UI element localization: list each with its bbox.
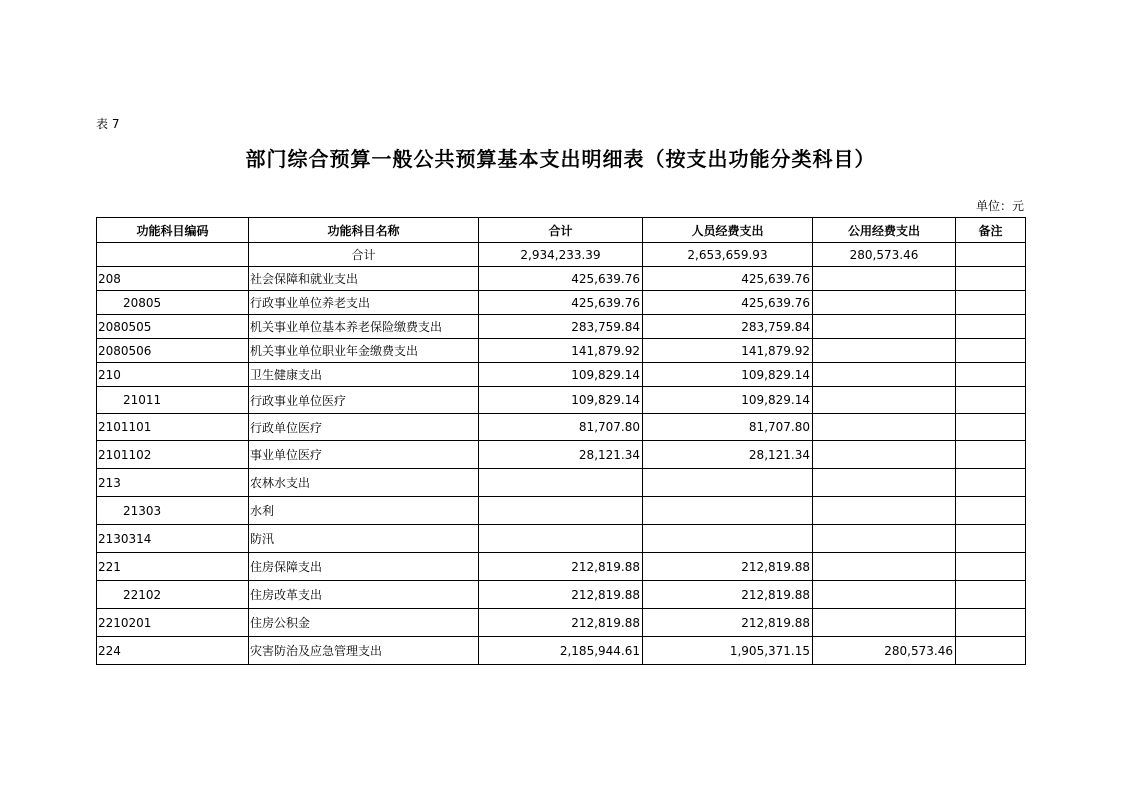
row-public [813, 315, 956, 339]
row-name: 防汛 [249, 525, 479, 553]
row-personnel: 283,759.84 [643, 315, 813, 339]
row-name: 住房公积金 [249, 609, 479, 637]
row-personnel: 425,639.76 [643, 267, 813, 291]
table-row [97, 497, 1026, 525]
table-row [97, 469, 1026, 497]
page-title: 部门综合预算一般公共预算基本支出明细表（按支出功能分类科目） [245, 147, 876, 171]
row-name: 机关事业单位职业年金缴费支出 [249, 339, 479, 363]
row-public [813, 441, 956, 469]
row-remark [956, 267, 1026, 291]
row-remark [956, 363, 1026, 387]
row-personnel [643, 525, 813, 553]
row-code: 22102 [97, 581, 249, 609]
table-row [97, 363, 1026, 387]
row-personnel: 425,639.76 [643, 291, 813, 315]
row-name: 水利 [249, 497, 479, 525]
row-name: 行政事业单位医疗 [249, 387, 479, 414]
row-remark [956, 291, 1026, 315]
header-row [97, 218, 1026, 243]
header-name: 功能科目名称 [249, 218, 479, 243]
row-total: 2,185,944.61 [479, 637, 643, 665]
row-remark [956, 414, 1026, 441]
row-remark [956, 441, 1026, 469]
row-remark [956, 315, 1026, 339]
total-code-cell [97, 243, 249, 267]
row-name: 卫生健康支出 [249, 363, 479, 387]
row-code: 224 [97, 637, 249, 665]
header-total: 合计 [479, 218, 643, 243]
total-total: 2,934,233.39 [479, 243, 643, 267]
row-total: 212,819.88 [479, 553, 643, 581]
row-code: 2080506 [97, 339, 249, 363]
row-code: 210 [97, 363, 249, 387]
row-personnel: 212,819.88 [643, 609, 813, 637]
row-total: 283,759.84 [479, 315, 643, 339]
row-code: 2210201 [97, 609, 249, 637]
row-total: 141,879.92 [479, 339, 643, 363]
row-total: 28,121.34 [479, 441, 643, 469]
row-remark [956, 637, 1026, 665]
table-row [97, 609, 1026, 637]
row-code: 2101101 [97, 414, 249, 441]
row-public [813, 339, 956, 363]
budget-table [96, 217, 1026, 665]
row-personnel: 212,819.88 [643, 553, 813, 581]
row-personnel: 28,121.34 [643, 441, 813, 469]
row-code: 208 [97, 267, 249, 291]
row-total [479, 497, 643, 525]
row-total [479, 469, 643, 497]
table-row [97, 553, 1026, 581]
table-row [97, 315, 1026, 339]
row-code: 213 [97, 469, 249, 497]
header-code: 功能科目编码 [97, 218, 249, 243]
total-personnel: 2,653,659.93 [643, 243, 813, 267]
table-row [97, 441, 1026, 469]
row-public [813, 363, 956, 387]
row-code: 221 [97, 553, 249, 581]
row-name: 行政事业单位养老支出 [249, 291, 479, 315]
row-remark [956, 387, 1026, 414]
table-row [97, 291, 1026, 315]
table-row [97, 414, 1026, 441]
row-public [813, 525, 956, 553]
row-public [813, 553, 956, 581]
row-personnel: 109,829.14 [643, 363, 813, 387]
row-total: 212,819.88 [479, 609, 643, 637]
row-code: 21303 [97, 497, 249, 525]
row-public [813, 267, 956, 291]
row-remark [956, 581, 1026, 609]
row-total [479, 525, 643, 553]
table-row [97, 581, 1026, 609]
row-public [813, 581, 956, 609]
row-remark [956, 525, 1026, 553]
row-personnel: 212,819.88 [643, 581, 813, 609]
total-remark [956, 243, 1026, 267]
table-row [97, 525, 1026, 553]
total-label: 合计 [249, 243, 479, 267]
row-name: 住房保障支出 [249, 553, 479, 581]
row-name: 住房改革支出 [249, 581, 479, 609]
header-remark: 备注 [956, 218, 1026, 243]
row-name: 农林水支出 [249, 469, 479, 497]
row-personnel [643, 497, 813, 525]
row-personnel: 1,905,371.15 [643, 637, 813, 665]
row-total: 425,639.76 [479, 291, 643, 315]
row-code: 2130314 [97, 525, 249, 553]
row-public [813, 387, 956, 414]
table-row [97, 387, 1026, 414]
row-remark [956, 553, 1026, 581]
row-total: 109,829.14 [479, 363, 643, 387]
row-code: 21011 [97, 387, 249, 414]
row-name: 事业单位医疗 [249, 441, 479, 469]
row-total: 212,819.88 [479, 581, 643, 609]
row-public [813, 414, 956, 441]
row-name: 灾害防治及应急管理支出 [249, 637, 479, 665]
row-total: 81,707.80 [479, 414, 643, 441]
row-code: 2101102 [97, 441, 249, 469]
row-personnel: 109,829.14 [643, 387, 813, 414]
header-personnel: 人员经费支出 [643, 218, 813, 243]
row-personnel: 81,707.80 [643, 414, 813, 441]
row-personnel: 141,879.92 [643, 339, 813, 363]
table-number: 表 7 [96, 117, 120, 131]
header-public: 公用经费支出 [813, 218, 956, 243]
row-total: 425,639.76 [479, 267, 643, 291]
table-row [97, 339, 1026, 363]
table-row [97, 637, 1026, 665]
row-public [813, 291, 956, 315]
row-remark [956, 609, 1026, 637]
row-code: 20805 [97, 291, 249, 315]
total-row [97, 243, 1026, 267]
table-row [97, 267, 1026, 291]
row-name: 行政单位医疗 [249, 414, 479, 441]
row-total: 109,829.14 [479, 387, 643, 414]
unit-label: 单位：元 [975, 199, 1024, 213]
row-personnel [643, 469, 813, 497]
row-remark [956, 469, 1026, 497]
row-code: 2080505 [97, 315, 249, 339]
row-public [813, 497, 956, 525]
row-name: 社会保障和就业支出 [249, 267, 479, 291]
row-public [813, 469, 956, 497]
row-remark [956, 339, 1026, 363]
row-remark [956, 497, 1026, 525]
total-public: 280,573.46 [813, 243, 956, 267]
row-name: 机关事业单位基本养老保险缴费支出 [249, 315, 479, 339]
row-public [813, 609, 956, 637]
row-public: 280,573.46 [813, 637, 956, 665]
